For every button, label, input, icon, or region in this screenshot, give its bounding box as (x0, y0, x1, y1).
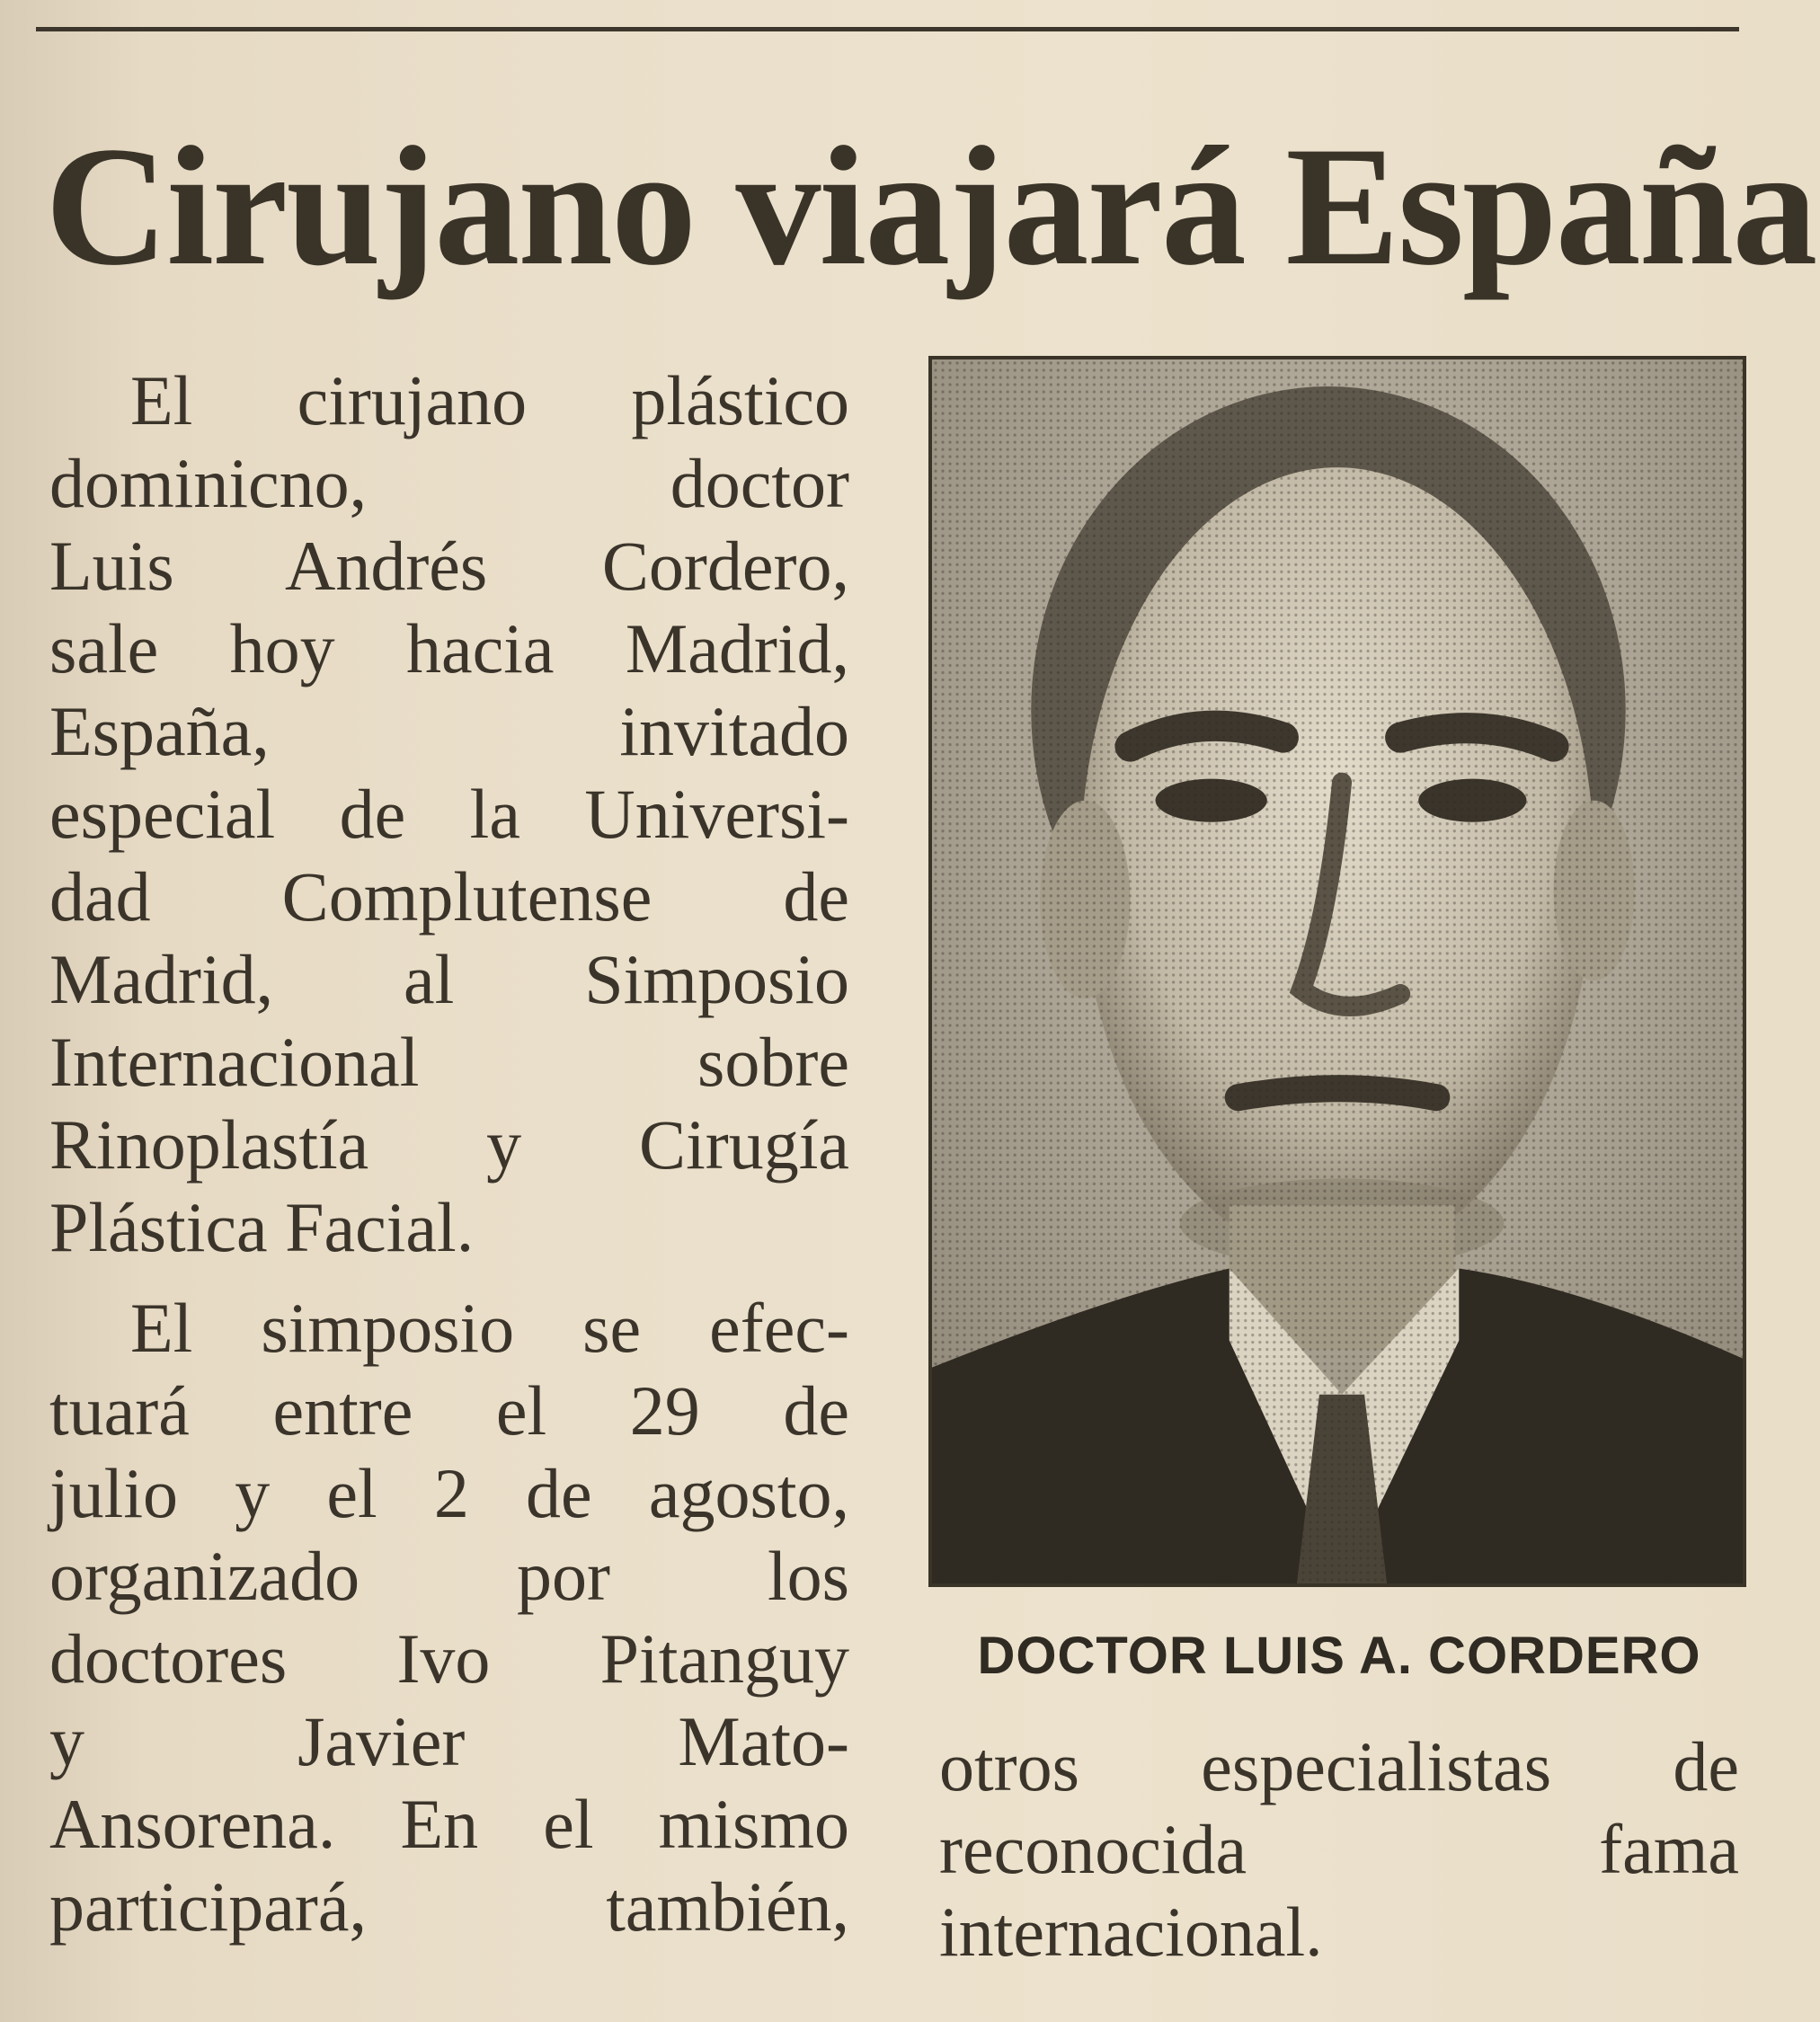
body-line: El simposio se efec- (130, 1289, 849, 1367)
top-rule (36, 27, 1739, 31)
body-line: dad Complutense de (49, 857, 849, 936)
body-line: Madrid, al Simposio (49, 940, 849, 1018)
body-line: doctores Ivo Pitanguy (49, 1619, 849, 1698)
body-line: Rinoplastía y Cirugía (49, 1105, 849, 1184)
right-column (939, 1725, 1739, 1973)
body-line: y Javier Mato- (49, 1702, 849, 1780)
body-line: Plástica Facial. (49, 1188, 475, 1266)
body-line: sale hoy hacia Madrid, (49, 609, 849, 687)
body-line: organizado por los (49, 1537, 849, 1615)
portrait-illustration (932, 359, 1743, 1583)
body-line: internacional. (939, 1893, 1323, 1971)
left-column (49, 359, 849, 1948)
body-line: tuará entre el 29 de (49, 1371, 849, 1450)
body-line: Ansorena. En el mismo (49, 1785, 849, 1863)
body-line: Internacional sobre (49, 1023, 849, 1101)
body-line: dominicno, doctor (49, 444, 849, 522)
body-line: julio y el 2 de agosto, (49, 1454, 849, 1532)
body-line: otros especialistas de (939, 1727, 1739, 1805)
body-line: España, invitado (49, 692, 849, 770)
photo-caption: DOCTOR LUIS A. CORDERO (977, 1627, 1701, 1685)
portrait-photo (928, 356, 1746, 1587)
body-line: El cirujano plástico (130, 361, 849, 439)
body-line: especial de la Universi- (49, 775, 849, 853)
body-line: Luis Andrés Cordero, (49, 527, 849, 605)
headline: Cirujano viajará España (45, 112, 1816, 301)
body-line: participará, también, (49, 1867, 849, 1946)
body-line: reconocida fama (939, 1810, 1739, 1888)
